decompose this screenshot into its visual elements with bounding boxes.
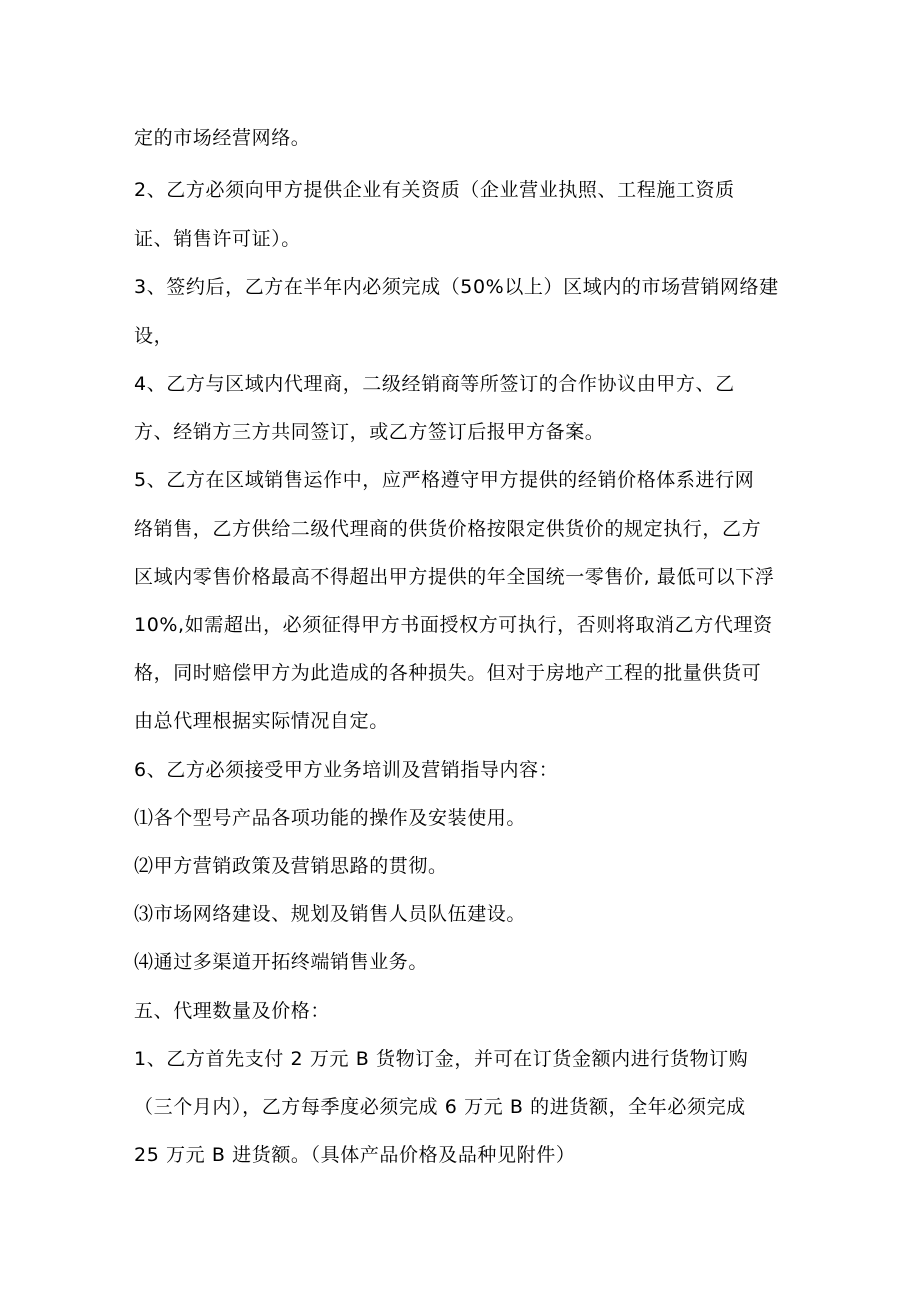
text-line: ⑴各个型号产品各项功能的操作及安装使用。 xyxy=(134,807,527,829)
text-line: 10%,如需超出，必须征得甲方书面授权方可执行，否则将取消乙方代理资 xyxy=(134,614,773,636)
text-line: 25 万元 B 进货额。（具体产品价格及品种见附件） xyxy=(134,1144,576,1166)
text-line: 2、乙方必须向甲方提供企业有关资质（企业营业执照、工程施工资质 xyxy=(134,179,735,201)
text-line: ⑵甲方营销政策及营销思路的贯彻。 xyxy=(134,855,448,877)
text-line: 1、乙方首先支付 2 万元 B 货物订金，并可在订货金额内进行货物订购 xyxy=(134,1048,749,1070)
text-line: 由总代理根据实际情况自定。 xyxy=(134,710,389,732)
text-line: 方、经销方三方共同签订，或乙方签订后报甲方备案。 xyxy=(134,421,605,443)
text-line: 格，同时赔偿甲方为此造成的各种损失。但对于房地产工程的批量供货可 xyxy=(134,662,762,684)
section-heading: 五、代理数量及价格： xyxy=(134,1000,331,1022)
text-line: ⑷通过多渠道开拓终端销售业务。 xyxy=(134,951,429,973)
text-line: 络销售，乙方供给二级代理商的供货价格按限定供货价的规定执行，乙方 xyxy=(134,518,762,540)
text-line: 设， xyxy=(134,325,174,347)
text-line: ⑶市场网络建设、规划及销售人员队伍建设。 xyxy=(134,903,527,925)
text-line: 6、乙方必须接受甲方业务培训及营销指导内容： xyxy=(134,759,559,781)
text-line: （三个月内），乙方每季度必须完成 6 万元 B 的进货额，全年必须完成 xyxy=(134,1096,746,1118)
text-line: 4、乙方与区域内代理商，二级经销商等所签订的合作协议由甲方、乙 xyxy=(134,373,735,395)
text-line: 5、乙方在区域销售运作中，应严格遵守甲方提供的经销价格体系进行网 xyxy=(134,469,755,491)
text-line: 区域内零售价格最高不得超出甲方提供的年全国统一零售价, 最低可以下浮 xyxy=(134,566,775,588)
text-line: 定的市场经营网络。 xyxy=(134,127,311,149)
text-line: 3、签约后，乙方在半年内必须完成（50%以上）区域内的市场营销网络建 xyxy=(134,276,779,298)
text-line: 证、销售许可证）。 xyxy=(134,228,301,250)
